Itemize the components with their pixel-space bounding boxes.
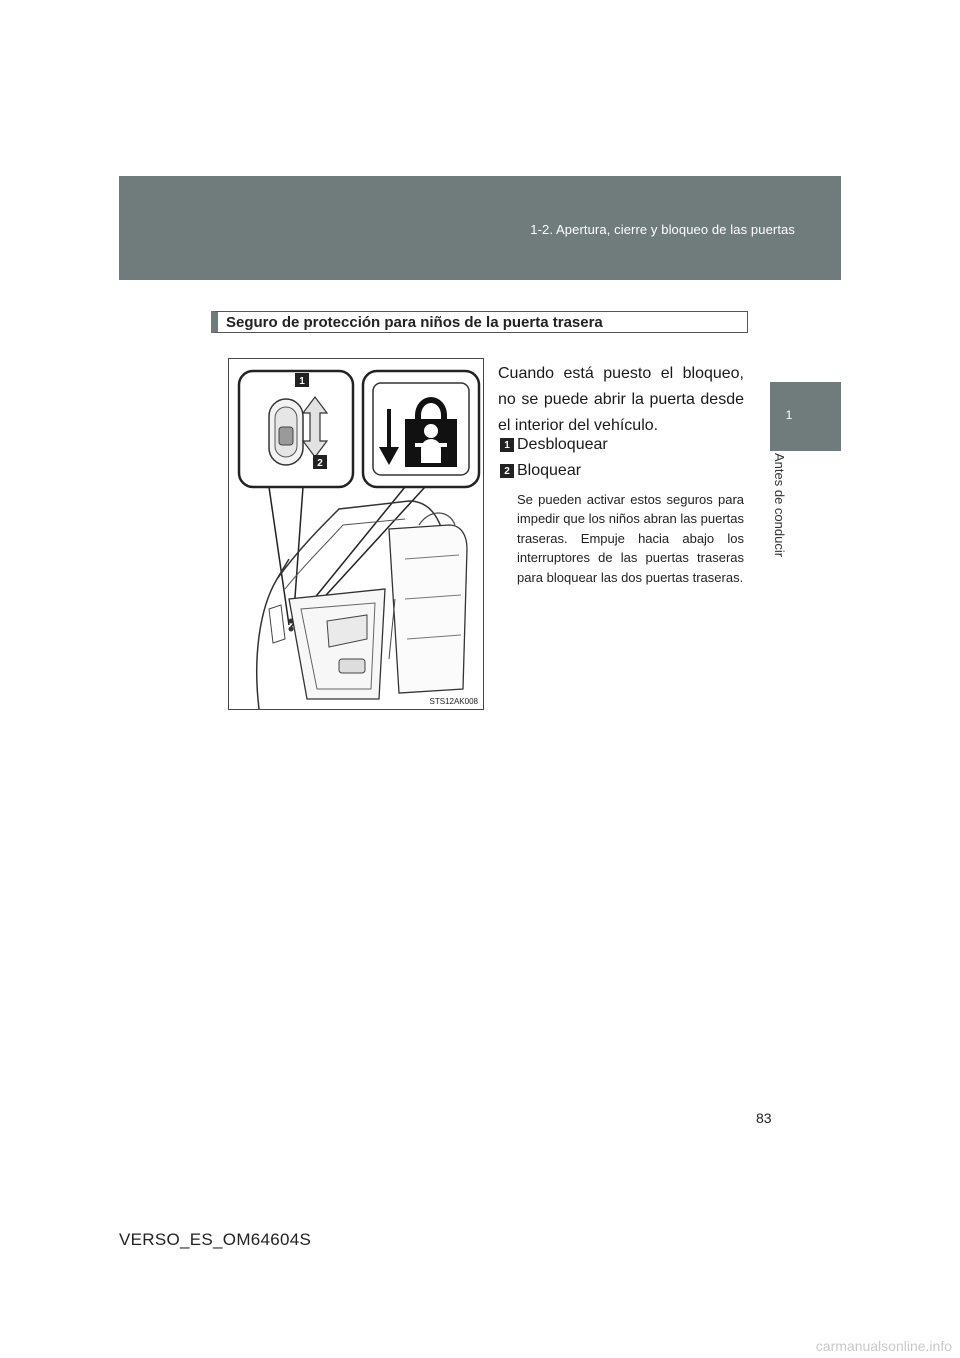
marker-2: 2 [317, 458, 323, 469]
section-title: Seguro de protección para niños de la puerta trasera [226, 314, 603, 331]
section-heading [211, 311, 748, 333]
intro-paragraph: Cuando está puesto el bloqueo, no se puede abrir la puerta desde el interior del vehículo. [498, 365, 744, 434]
step-2-label: Bloquear [517, 462, 582, 479]
page-number: 83 [756, 1110, 772, 1126]
step-lock [500, 462, 581, 480]
figure-code: STS12AK008 [429, 697, 478, 706]
note-paragraph: Se pueden activar estos seguros para impedir que los niños abran las puertas traseras. Empuje hacia abajo los interruptores de las puertas traseras para bloquear las dos puertas traseras. [517, 492, 744, 585]
step-unlock [500, 436, 608, 454]
chapter-tab [770, 382, 841, 451]
chapter-number: 1 [785, 408, 793, 422]
switch-lever [279, 427, 293, 445]
watermark: carmanualsonline.info [815, 1338, 952, 1354]
document-code: VERSO_ES_OM64604S [119, 1230, 312, 1249]
step-2-badge: 2 [500, 464, 514, 478]
step-1-label: Desbloquear [517, 436, 608, 453]
down-arrow-shaft [387, 409, 391, 449]
header-band [119, 176, 841, 280]
child-lock-illustration [228, 358, 484, 710]
header-section-title: 1-2. Apertura, cierre y bloqueo de las puertas [530, 222, 795, 237]
door-drawing [229, 359, 485, 711]
step-1-badge: 1 [500, 438, 514, 452]
child-body [421, 439, 441, 463]
chapter-label-text: Antes de conducir [772, 453, 787, 558]
chapter-label [772, 453, 805, 583]
marker-1: 1 [299, 376, 305, 387]
child-head [424, 424, 438, 438]
